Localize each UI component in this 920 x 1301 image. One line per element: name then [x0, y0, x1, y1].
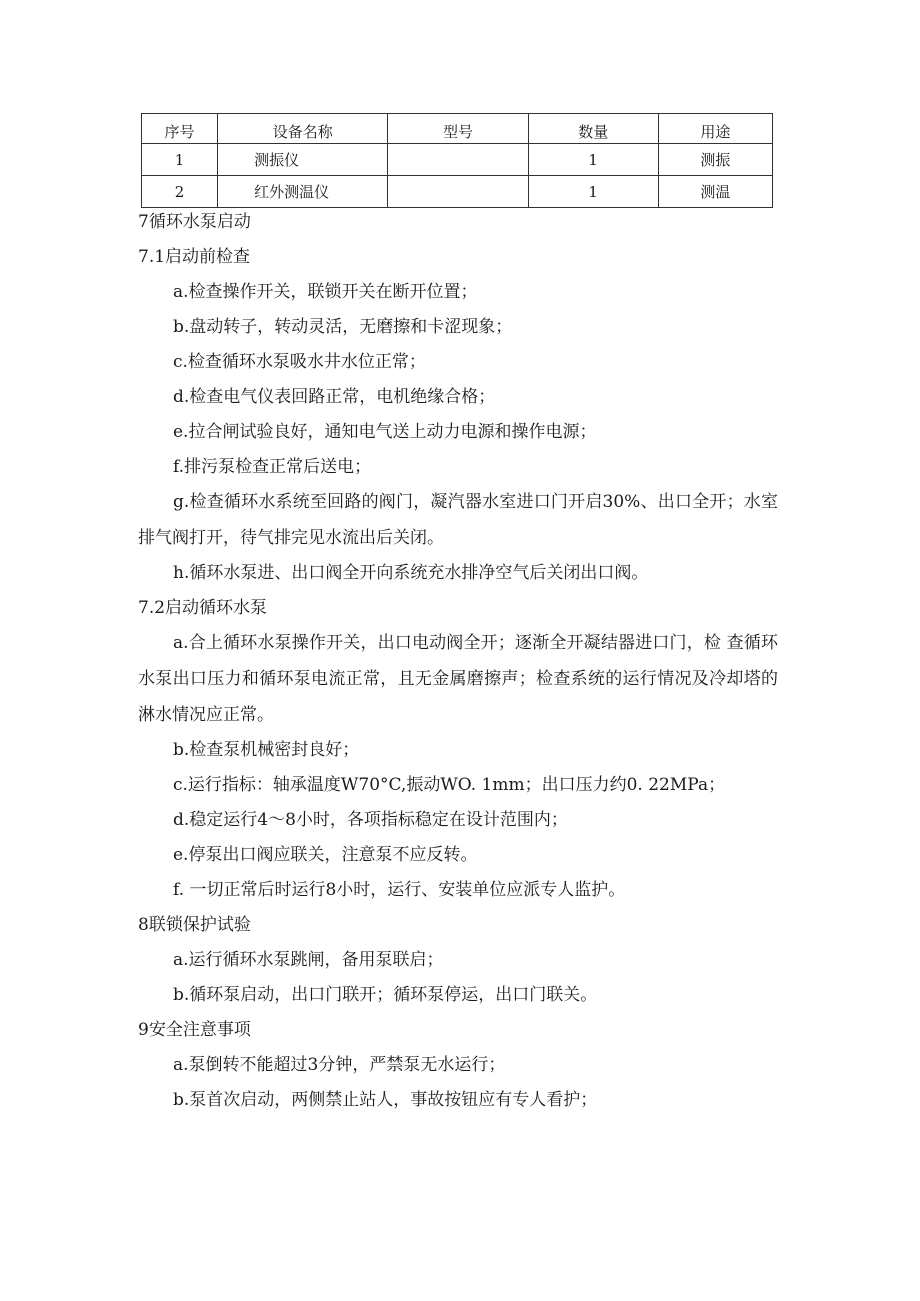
item-7-1-d: d.检查电气仪表回路正常，电机绝缘合格； — [173, 387, 496, 407]
section-7-1-heading: 7.1启动前检查 — [138, 247, 251, 267]
cell-use: 测温 — [658, 176, 772, 208]
item-7-1-h: h.循环水泵进、出口阀全开向系统充水排净空气后关闭出口阀。 — [173, 563, 649, 583]
section-7-2-heading: 7.2启动循环水泵 — [138, 598, 268, 618]
section-9-heading: 9安全注意事项 — [138, 1020, 251, 1040]
section-7-heading: 7循环水泵启动 — [138, 212, 251, 232]
item-7-2-c: c.运行指标：轴承温度W70°C,振动WO. 1mm；出口压力约0. 22MPa； — [173, 775, 726, 795]
cell-no: 1 — [142, 144, 218, 176]
item-7-2-a: a.合上循环水泵操作开关，出口电动阀全开；逐渐全开凝结器进口门，检 查循环水泵出口压力和循环泵电流正常，且无金属磨擦声；检查系统的运行情况及冷却塔的淋水情况应正常。 — [138, 633, 778, 725]
section-8-heading: 8联锁保护试验 — [138, 915, 251, 935]
cell-qty: 1 — [528, 176, 658, 208]
item-7-1-c: c.检查循环水泵吸水井水位正常； — [173, 352, 426, 372]
item-7-2-e: e.停泵出口阀应联关，注意泵不应反转。 — [173, 845, 478, 865]
item-9-b: b.泵首次启动，两侧禁止站人，事故按钮应有专人看护； — [173, 1090, 598, 1110]
cell-model — [388, 144, 528, 176]
cell-no: 2 — [142, 176, 218, 208]
item-7-2-f: f. 一切正常后时运行8小时，运行、安装单位应派专人监护。 — [173, 880, 626, 900]
document-body — [138, 212, 778, 1125]
item-8-b: b.循环泵启动，出口门联开；循环泵停运，出口门联关。 — [173, 985, 598, 1005]
cell-name: 红外测温仪 — [218, 176, 388, 208]
header-model: 型号 — [388, 114, 528, 144]
header-no: 序号 — [142, 114, 218, 144]
cell-model — [388, 176, 528, 208]
cell-name: 测振仪 — [218, 144, 388, 176]
table-row — [142, 144, 773, 176]
table-row — [142, 176, 773, 208]
item-7-2-d: d.稳定运行4～8小时，各项指标稳定在设计范围内； — [173, 810, 568, 830]
table-header-row — [142, 114, 773, 144]
cell-use: 测振 — [658, 144, 772, 176]
header-qty: 数量 — [528, 114, 658, 144]
item-7-1-e: e.拉合闸试验良好，通知电气送上动力电源和操作电源； — [173, 422, 597, 442]
header-use: 用途 — [658, 114, 772, 144]
cell-qty: 1 — [528, 144, 658, 176]
item-7-1-f: f.排污泵检查正常后送电； — [173, 457, 372, 477]
item-8-a: a.运行循环水泵跳闸，备用泵联启； — [173, 950, 444, 970]
item-7-1-b: b.盘动转子，转动灵活，无磨擦和卡涩现象； — [173, 317, 513, 337]
item-9-a: a.泵倒转不能超过3分钟，严禁泵无水运行； — [173, 1055, 506, 1075]
item-7-1-g: g.检查循环水系统至回路的阀门，凝汽器水室进口门开启30%、出口全开；水室排气阀打开，待气排完见水流出后关闭。 — [138, 492, 778, 548]
equipment-table — [141, 113, 773, 208]
item-7-1-a: a.检查操作开关，联锁开关在断开位置； — [173, 282, 478, 302]
header-name: 设备名称 — [218, 114, 388, 144]
item-7-2-b: b.检查泵机械密封良好； — [173, 740, 360, 760]
